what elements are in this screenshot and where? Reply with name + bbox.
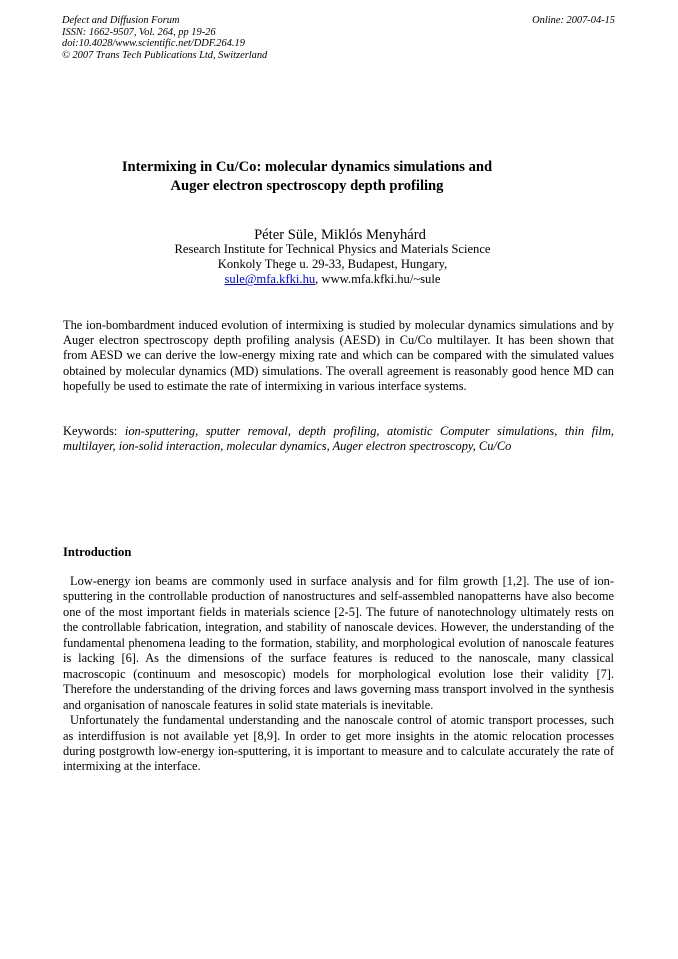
affiliation-block [80,242,585,288]
title-line-1: Intermixing in Cu/Co: molecular dynamics simulations and [121,159,493,175]
affiliation-address: Konkoly Thege u. 29-33, Budapest, Hungary, [217,257,448,272]
intro-paragraph-2: Unfortunately the fundamental understanding and the nanoscale control of atomic transport processes, such as interdiffusion is not available yet [8,9]. In order to get more insights in the atomic relocation processes during postgrowth low-energy ion-sputtering, it is important to measure and to calculate accurately the rate of intermixing at the interface. [63,713,614,774]
paper-title [62,158,552,195]
journal-name: Defect and Diffusion Forum [62,15,180,26]
email-link[interactable]: sule@mfa.kfki.hu [224,272,316,287]
doi-line: doi:10.4028/www.scientific.net/DDF.264.19 [62,38,245,50]
keywords [63,424,614,454]
online-date: Online: 2007-04-15 [532,15,615,26]
copyright-line: © 2007 Trans Tech Publications Ltd, Switzerland [62,49,268,61]
intro-paragraph-1: Low-energy ion beams are commonly used in surface analysis and for film growth [1,2]. The use of ion-sputtering in the controllable production of nanostructures and self-assembled nanopatterns have also become one of the most important fields in materials science [2-5]. The future of nanotechnology ultimately rests on the controllable fabrication, integration, and stability of nanoscale devices. However, the understanding of the fundamental phenomena leading to the formation, stability, and morphological evolution of nanoscale features is lacking [6]. As the dimensions of the surface features is reduced to the nanoscale, many classical macroscopic (continuum and mesoscopic) models for morphological evolution lose their validity [7]. Therefore the understanding of the driving forces and laws governing mass transport involved in the synthesis and organisation of nanoscale features in solid state materials is inevitable. [63,574,614,712]
keywords-list: ion-sputtering, sputter removal, depth profiling, atomistic Computer simulations, thin film, multilayer, ion-solid interaction, molecular dynamics, Auger electron spectroscopy, Cu/Co [63,424,614,454]
author-list: Péter Süle, Miklós Menyhárd [254,227,426,243]
introduction-heading: Introduction [63,545,132,559]
introduction-body [63,574,614,775]
journal-header [62,15,267,61]
affiliation-institute: Research Institute for Technical Physics and Materials Science [174,242,491,256]
title-line-2: Auger electron spectroscopy depth profiling [170,177,444,194]
abstract: The ion-bombardment induced evolution of intermixing is studied by molecular dynamics simulations and by Auger electron spectroscopy depth profiling analysis (AESD) in Cu/Co multilayer. It has been shown that from AESD we can derive the low-energy mixing rate and which can be compared with the simulated values obtained by molecular dynamics (MD) simulations. The overall agreement is reasonably good hence MD can hopefully be used to estimate the rate of intermixing in various interface systems. [63,318,614,393]
issn-line: ISSN: 1662-9507, Vol. 264, pp 19-26 [62,26,216,38]
keywords-label: Keywords: [63,424,125,438]
website-text: , www.mfa.kfki.hu/~sule [315,272,441,287]
contact-line [80,272,585,287]
